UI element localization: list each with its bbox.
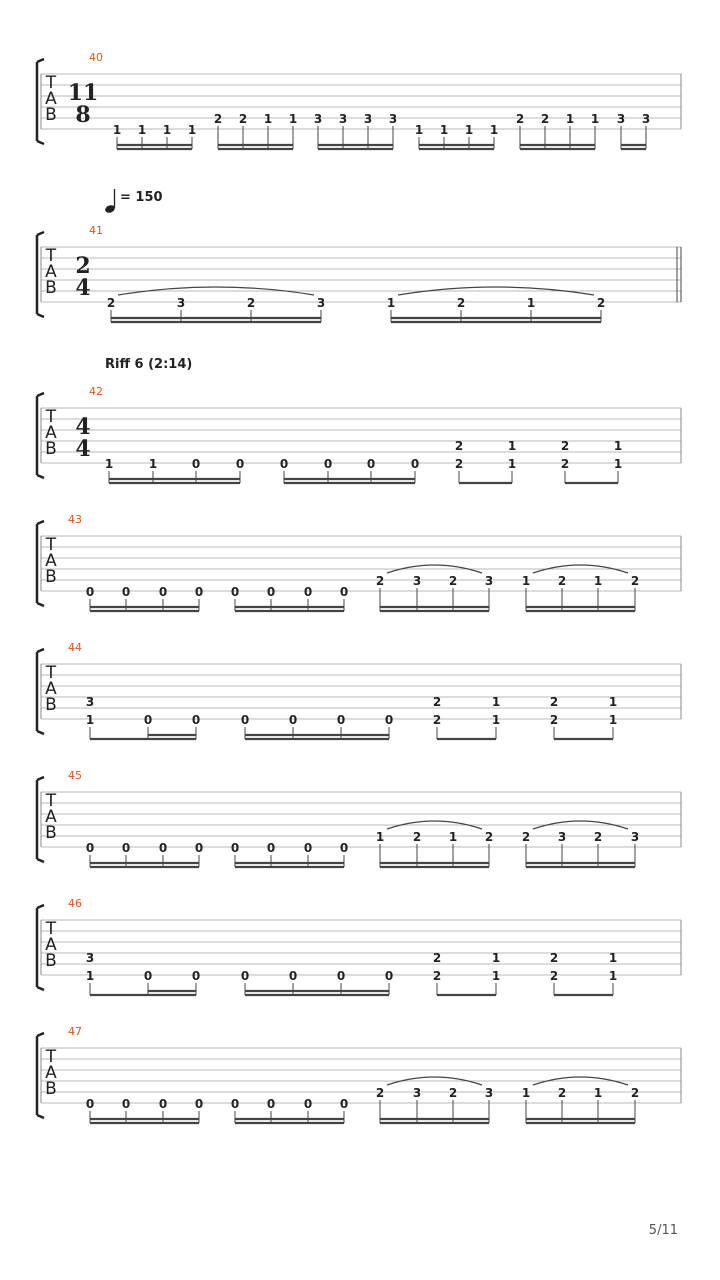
fret-number: 1 <box>491 969 501 983</box>
note-group <box>231 841 348 867</box>
tab-letter: T <box>45 246 57 266</box>
page-number: 5/11 <box>648 1223 678 1238</box>
measure-number: 41 <box>89 224 103 237</box>
fret-number: 2 <box>630 574 640 588</box>
fret-number: 0 <box>230 841 240 855</box>
fret-number: 0 <box>339 1097 349 1111</box>
staff-system <box>37 897 681 995</box>
measure-number: 43 <box>68 513 82 526</box>
fret-number: 0 <box>303 841 313 855</box>
fret-number: 3 <box>557 830 567 844</box>
time-signature-top: 11 <box>67 80 99 106</box>
fret-number: 0 <box>121 1097 131 1111</box>
fret-number: 0 <box>323 457 333 471</box>
note-group <box>522 565 639 611</box>
tab-letter: A <box>45 423 57 443</box>
fret-number: 1 <box>613 457 623 471</box>
staff-system <box>37 513 681 611</box>
fret-number: 2 <box>106 296 116 310</box>
fret-number: 0 <box>143 969 153 983</box>
fret-number: 2 <box>448 574 458 588</box>
fret-number: 2 <box>560 457 570 471</box>
fret-number: 1 <box>489 123 499 137</box>
fret-number: 1 <box>439 123 449 137</box>
fret-number: 0 <box>191 457 201 471</box>
fret-number: 1 <box>137 123 147 137</box>
fret-number: 0 <box>85 841 95 855</box>
fret-number: 0 <box>266 841 276 855</box>
fret-number: 2 <box>432 713 442 727</box>
fret-number: 0 <box>240 713 250 727</box>
measure-number: 45 <box>68 769 82 782</box>
fret-number: 0 <box>410 457 420 471</box>
fret-number: 0 <box>158 1097 168 1111</box>
note-group <box>433 951 500 995</box>
note-group <box>561 439 622 483</box>
note-group <box>86 695 200 739</box>
fret-number: 2 <box>593 830 603 844</box>
time-signature-bottom: 8 <box>75 102 91 128</box>
time-signature-top: 4 <box>75 414 91 440</box>
measure-number: 40 <box>89 51 103 64</box>
tab-letter: B <box>45 278 57 298</box>
note-group <box>280 457 419 483</box>
fret-number: 0 <box>366 457 376 471</box>
time-signature-bottom: 4 <box>75 436 91 462</box>
note-group <box>522 1077 639 1123</box>
fret-number: 0 <box>85 1097 95 1111</box>
fret-number: 0 <box>266 585 276 599</box>
tab-letter: B <box>45 439 57 459</box>
staff-system <box>37 769 681 867</box>
measure-number: 47 <box>68 1025 82 1038</box>
fret-number: 2 <box>238 112 248 126</box>
fret-number: 1 <box>565 112 575 126</box>
fret-number: 3 <box>176 296 186 310</box>
staff-system <box>37 641 681 739</box>
fret-number: 3 <box>388 112 398 126</box>
fret-number: 2 <box>549 951 559 965</box>
fret-number: 1 <box>187 123 197 137</box>
fret-number: 2 <box>596 296 606 310</box>
fret-number: 3 <box>85 695 95 709</box>
note-group <box>433 695 500 739</box>
note-group <box>415 123 498 149</box>
fret-number: 1 <box>593 1086 603 1100</box>
tab-letter: A <box>45 262 57 282</box>
fret-number: 1 <box>85 713 95 727</box>
fret-number: 0 <box>191 969 201 983</box>
tab-letter: T <box>45 919 57 939</box>
fret-number: 0 <box>336 713 346 727</box>
fret-number: 3 <box>338 112 348 126</box>
fret-number: 1 <box>112 123 122 137</box>
measure-number: 42 <box>89 385 103 398</box>
fret-number: 2 <box>549 969 559 983</box>
fret-number: 1 <box>491 951 501 965</box>
fret-number: 3 <box>85 951 95 965</box>
note-group <box>231 1097 348 1123</box>
fret-number: 0 <box>336 969 346 983</box>
fret-number: 0 <box>121 585 131 599</box>
fret-number: 1 <box>613 439 623 453</box>
fret-number: 1 <box>521 1086 531 1100</box>
note-group <box>241 713 393 739</box>
tab-letter: A <box>45 551 57 571</box>
fret-number: 0 <box>303 585 313 599</box>
staff-system <box>37 1025 681 1123</box>
fret-number: 2 <box>432 969 442 983</box>
fret-number: 0 <box>384 969 394 983</box>
fret-number: 0 <box>384 713 394 727</box>
note-group <box>550 951 617 995</box>
fret-number: 3 <box>412 1086 422 1100</box>
fret-number: 1 <box>608 969 618 983</box>
tab-letter: T <box>45 663 57 683</box>
fret-number: 1 <box>162 123 172 137</box>
note-group <box>86 841 203 867</box>
tab-letter: B <box>45 823 57 843</box>
tab-letter: T <box>45 1047 57 1067</box>
fret-number: 0 <box>230 585 240 599</box>
fret-number: 0 <box>191 713 201 727</box>
fret-number: 2 <box>448 1086 458 1100</box>
fret-number: 0 <box>279 457 289 471</box>
fret-number: 0 <box>288 969 298 983</box>
fret-number: 2 <box>630 1086 640 1100</box>
fret-number: 1 <box>464 123 474 137</box>
fret-number: 1 <box>414 123 424 137</box>
fret-number: 0 <box>240 969 250 983</box>
fret-number: 0 <box>235 457 245 471</box>
fret-number: 0 <box>158 585 168 599</box>
fret-number: 1 <box>507 457 517 471</box>
fret-number: 2 <box>454 457 464 471</box>
note-group <box>376 821 493 867</box>
staff-system <box>37 189 681 322</box>
fret-number: 2 <box>484 830 494 844</box>
fret-number: 3 <box>484 1086 494 1100</box>
measure-number: 44 <box>68 641 82 654</box>
fret-number: 1 <box>448 830 458 844</box>
fret-number: 1 <box>375 830 385 844</box>
fret-number: 3 <box>484 574 494 588</box>
note-group <box>86 951 200 995</box>
tab-letter: T <box>45 73 57 93</box>
fret-number: 0 <box>158 841 168 855</box>
fret-number: 1 <box>148 457 158 471</box>
note-group <box>376 565 493 611</box>
fret-number: 2 <box>549 695 559 709</box>
fret-number: 3 <box>616 112 626 126</box>
note-group <box>550 695 617 739</box>
fret-number: 0 <box>230 1097 240 1111</box>
section-label: Riff 6 (2:14) <box>105 357 193 372</box>
note-group <box>387 287 605 322</box>
fret-number: 1 <box>608 713 618 727</box>
note-group <box>107 287 325 322</box>
fret-number: 2 <box>454 439 464 453</box>
note-group <box>455 439 516 483</box>
fret-number: 2 <box>375 574 385 588</box>
fret-number: 2 <box>557 574 567 588</box>
fret-number: 0 <box>194 841 204 855</box>
note-group <box>86 1097 203 1123</box>
staff-system <box>37 51 681 149</box>
tab-letter: B <box>45 695 57 715</box>
fret-number: 0 <box>85 585 95 599</box>
fret-number: 0 <box>339 585 349 599</box>
fret-number: 1 <box>590 112 600 126</box>
fret-number: 1 <box>521 574 531 588</box>
fret-number: 0 <box>194 585 204 599</box>
fret-number: 3 <box>363 112 373 126</box>
fret-number: 1 <box>386 296 396 310</box>
note-group <box>231 585 348 611</box>
note-group <box>113 123 196 149</box>
tab-letter: A <box>45 807 57 827</box>
staff-system <box>37 357 681 483</box>
fret-number: 1 <box>507 439 517 453</box>
fret-number: 2 <box>540 112 550 126</box>
fret-number: 2 <box>557 1086 567 1100</box>
fret-number: 2 <box>432 951 442 965</box>
fret-number: 0 <box>121 841 131 855</box>
tab-letter: B <box>45 1079 57 1099</box>
tempo-marking: = 150 <box>120 190 163 205</box>
tab-letter: T <box>45 407 57 427</box>
note-group <box>522 821 639 867</box>
fret-number: 2 <box>456 296 466 310</box>
fret-number: 1 <box>288 112 298 126</box>
time-signature-top: 2 <box>75 253 91 279</box>
fret-number: 3 <box>313 112 323 126</box>
fret-number: 0 <box>143 713 153 727</box>
tab-letter: T <box>45 791 57 811</box>
tab-letter: A <box>45 935 57 955</box>
note-group <box>105 457 244 483</box>
fret-number: 2 <box>515 112 525 126</box>
tab-letter: A <box>45 89 57 109</box>
fret-number: 0 <box>303 1097 313 1111</box>
fret-number: 1 <box>491 695 501 709</box>
fret-number: 3 <box>630 830 640 844</box>
fret-number: 2 <box>560 439 570 453</box>
fret-number: 3 <box>641 112 651 126</box>
fret-number: 1 <box>85 969 95 983</box>
tab-letter: A <box>45 1063 57 1083</box>
fret-number: 1 <box>608 695 618 709</box>
fret-number: 3 <box>316 296 326 310</box>
fret-number: 2 <box>412 830 422 844</box>
fret-number: 0 <box>288 713 298 727</box>
fret-number: 1 <box>608 951 618 965</box>
fret-number: 2 <box>213 112 223 126</box>
fret-number: 2 <box>432 695 442 709</box>
measure-number: 46 <box>68 897 82 910</box>
tab-letter: B <box>45 951 57 971</box>
fret-number: 3 <box>412 574 422 588</box>
fret-number: 1 <box>104 457 114 471</box>
fret-number: 2 <box>246 296 256 310</box>
fret-number: 2 <box>375 1086 385 1100</box>
fret-number: 0 <box>339 841 349 855</box>
fret-number: 1 <box>593 574 603 588</box>
tab-letter: A <box>45 679 57 699</box>
fret-number: 2 <box>521 830 531 844</box>
fret-number: 0 <box>194 1097 204 1111</box>
tab-letter: T <box>45 535 57 555</box>
note-group <box>376 1077 493 1123</box>
note-group <box>86 585 203 611</box>
tab-letter: B <box>45 105 57 125</box>
fret-number: 1 <box>526 296 536 310</box>
fret-number: 1 <box>263 112 273 126</box>
tab-letter: B <box>45 567 57 587</box>
fret-number: 0 <box>266 1097 276 1111</box>
fret-number: 2 <box>549 713 559 727</box>
fret-number: 1 <box>491 713 501 727</box>
time-signature-bottom: 4 <box>75 275 91 301</box>
note-group <box>241 969 393 995</box>
